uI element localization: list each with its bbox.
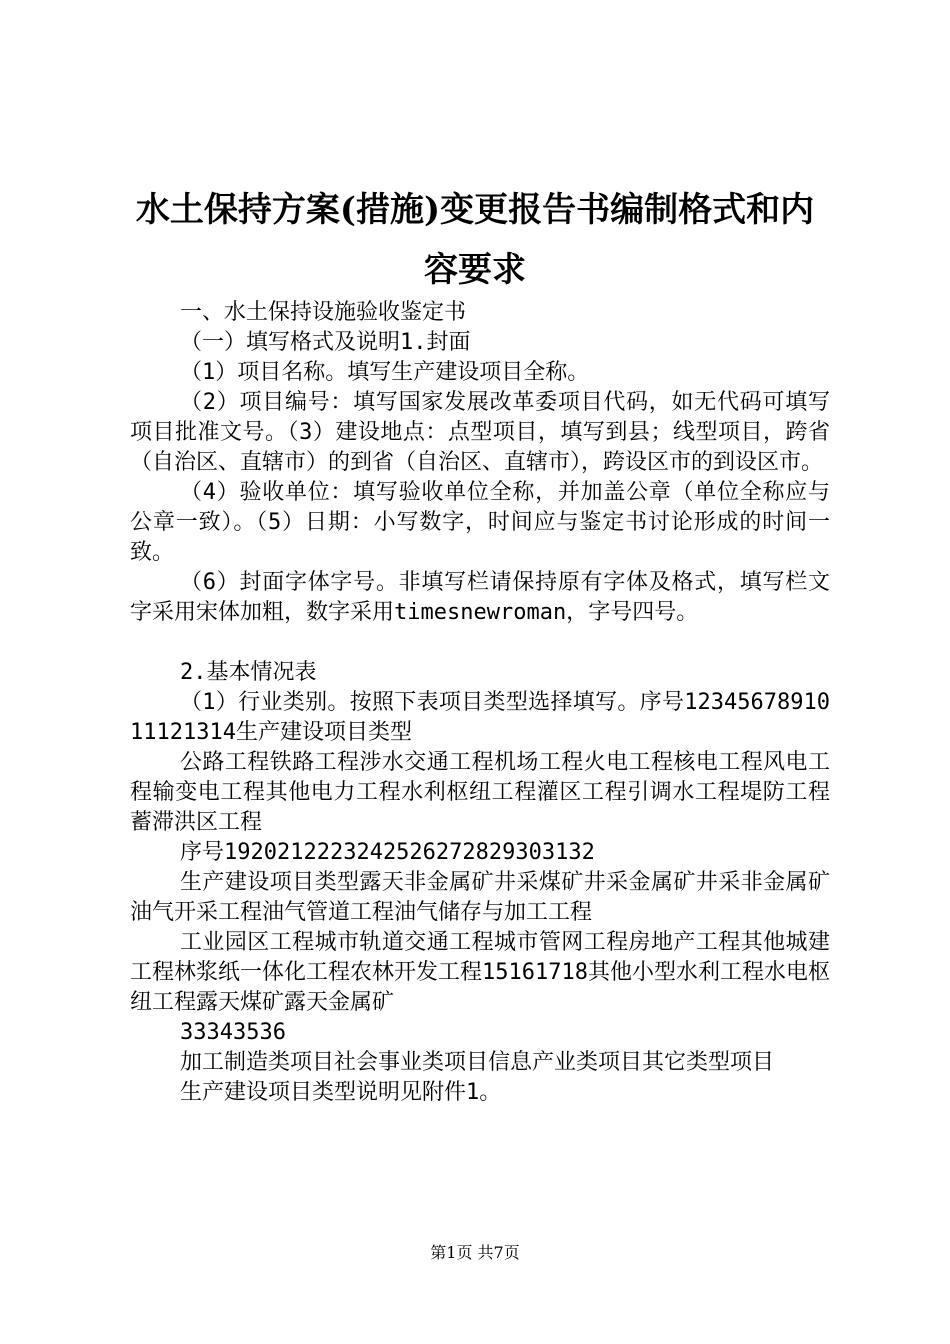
paragraph: 33343536 [180, 1020, 286, 1045]
paragraph: 加工制造类项目社会事业类项目信息产业类项目其它类型项目 [180, 1050, 775, 1075]
paragraph: 公路工程铁路工程涉水交通工程机场工程火电工程核电工程风电工程输变电工程其他电力工程水利枢纽工程灌区工程引调水工程堤防工程蓄滞洪区工程 [130, 750, 830, 835]
document-title: 水土保持方案(措施)变更报告书编制格式和内 [135, 190, 815, 230]
paragraph: 生产建设项目类型说明见附件1。 [180, 1080, 502, 1105]
paragraph: （4）验收单位：填写验收单位全称，并加盖公章（单位全称应与公章一致）。（5）日期：小写数字，时间应与鉴定书讨论形成的时间一致。 [130, 480, 830, 565]
page-number-footer: 第1页 共7页 [430, 1243, 520, 1262]
paragraph: （1）项目名称。填写生产建设项目全称。 [180, 360, 590, 385]
paragraph: 生产建设项目类型露天非金属矿井采煤矿井采金属矿井采非金属矿油气开采工程油气管道工程油气储存与加工工程 [130, 870, 830, 925]
subsection-heading: （一）填写格式及说明1.封面 [180, 330, 471, 355]
section-heading: 2.基本情况表 [180, 660, 317, 685]
paragraph: （2）项目编号：填写国家发展改革委项目代码，如无代码可填写项目批准文号。（3）建设地点：点型项目，填写到县；线型项目，跨省（自治区、直辖市）的到省（自治区、直辖市），跨设区市的到设区市。 [130, 390, 830, 475]
paragraph: （1）行业类别。按照下表项目类型选择填写。序号1234567891011121314生产建设项目类型 [130, 690, 830, 745]
paragraph: （6）封面字体字号。非填写栏请保持原有字体及格式，填写栏文字采用宋体加粗，数字采用timesnewroman，字号四号。 [130, 570, 830, 625]
paragraph: 序号1920212223242526272829303132 [180, 840, 595, 865]
paragraph-spacer [130, 628, 830, 658]
section-heading: 一、水土保持设施验收鉴定书 [180, 300, 467, 325]
document-body [130, 298, 830, 1108]
paragraph: 工业园区工程城市轨道交通工程城市管网工程房地产工程其他城建工程林浆纸一体化工程农林开发工程15161718其他小型水利工程水电枢纽工程露天煤矿露天金属矿 [130, 930, 830, 1015]
document-title-continued: 容要求 [424, 250, 526, 290]
